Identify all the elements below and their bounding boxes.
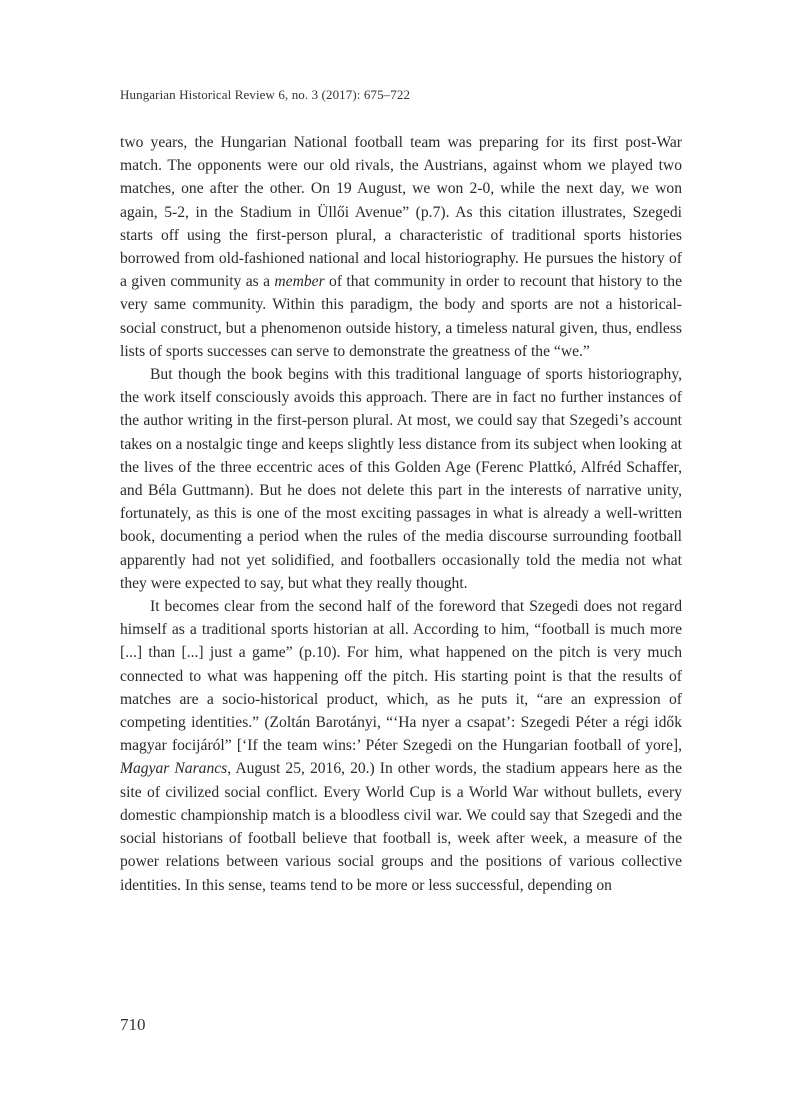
page-number: 710 (120, 1015, 146, 1034)
paragraph-1-run-3: of that community in order to recount that history to the very same community. Within this paradigm, the body and sports are not a historical-social construct, but a phenomenon outside history, a timeless natural given, thus, endless lists of sports successes can serve to demonstrate the greatness of the “we.” (120, 273, 682, 360)
paragraph-1 (120, 131, 682, 363)
paragraph-1-run-1: two years, the Hungarian National football team was preparing for its first post-War match. The opponents were our old rivals, the Austrians, against whom we played two matches, one after the other. On 19 August, we won 2-0, while the next day, we won again, 5-2, in the Stadium in Üllői Avenue” (p.7). As this citation illustrates, Szegedi starts off using the first-person plural, a characteristic of traditional sports histories borrowed from old-fashioned national and local historiography. He pursues the history of a given community as a (120, 134, 682, 291)
body-text (120, 131, 682, 897)
running-head: Hungarian Historical Review 6, no. 3 (2017): 675–722 (120, 87, 411, 102)
paragraph-3-run-3: , August 25, 2016, 20.) In other words, the stadium appears here as the site of civilized social conflict. Every World Cup is a World War without bullets, every domestic championship match is a bloodless civil war. We could say that Szegedi and the social historians of football believe that football is, week after week, a measure of the power relations between various social groups and the positions of various collective identities. In this sense, teams tend to be more or less successful, depending on (120, 760, 683, 894)
paragraph-3 (120, 595, 682, 897)
paragraph-1-italic-member: member (274, 273, 325, 291)
paragraph-3-run-1: It becomes clear from the second half of the foreword that Szegedi does not regard himself as a traditional sports historian at all. According to him, “football is much more [...] than [...] just a game” (p.10). For him, what happened on the pitch is very much connected to what was happening off the pitch. His starting point is that the results of matches are a socio-historical product, which, as he puts it, “are an expression of competing identities.” (Zoltán Barotányi, “‘Ha nyer a csapat’: Szegedi Péter a régi idők magyar focijáról” [‘If the team wins:’ Péter Szegedi on the Hungarian football of yore], (120, 598, 682, 755)
paragraph-2-run-1: But though the book begins with this traditional language of sports historiography, the work itself consciously avoids this approach. There are in fact no further instances of the author writing in the first-person plural. At most, we could say that Szegedi’s account takes on a nostalgic tinge and keeps slightly less distance from its subject when looking at the lives of the three eccentric aces of this Golden Age (Ferenc Plattkó, Alfréd Schaffer, and Béla Guttmann). But he does not delete this part in the interests of narrative unity, fortunately, as this is one of the most exciting passages in what is already a well-written book, documenting a period when the rules of the media discourse surrounding football apparently had not yet solidified, and footballers occasionally told the media not what they were expected to say, but what they really thought. (120, 366, 682, 592)
paragraph-2 (120, 363, 682, 595)
paragraph-3-italic-magyar-narancs: Magyar Narancs (120, 760, 228, 778)
